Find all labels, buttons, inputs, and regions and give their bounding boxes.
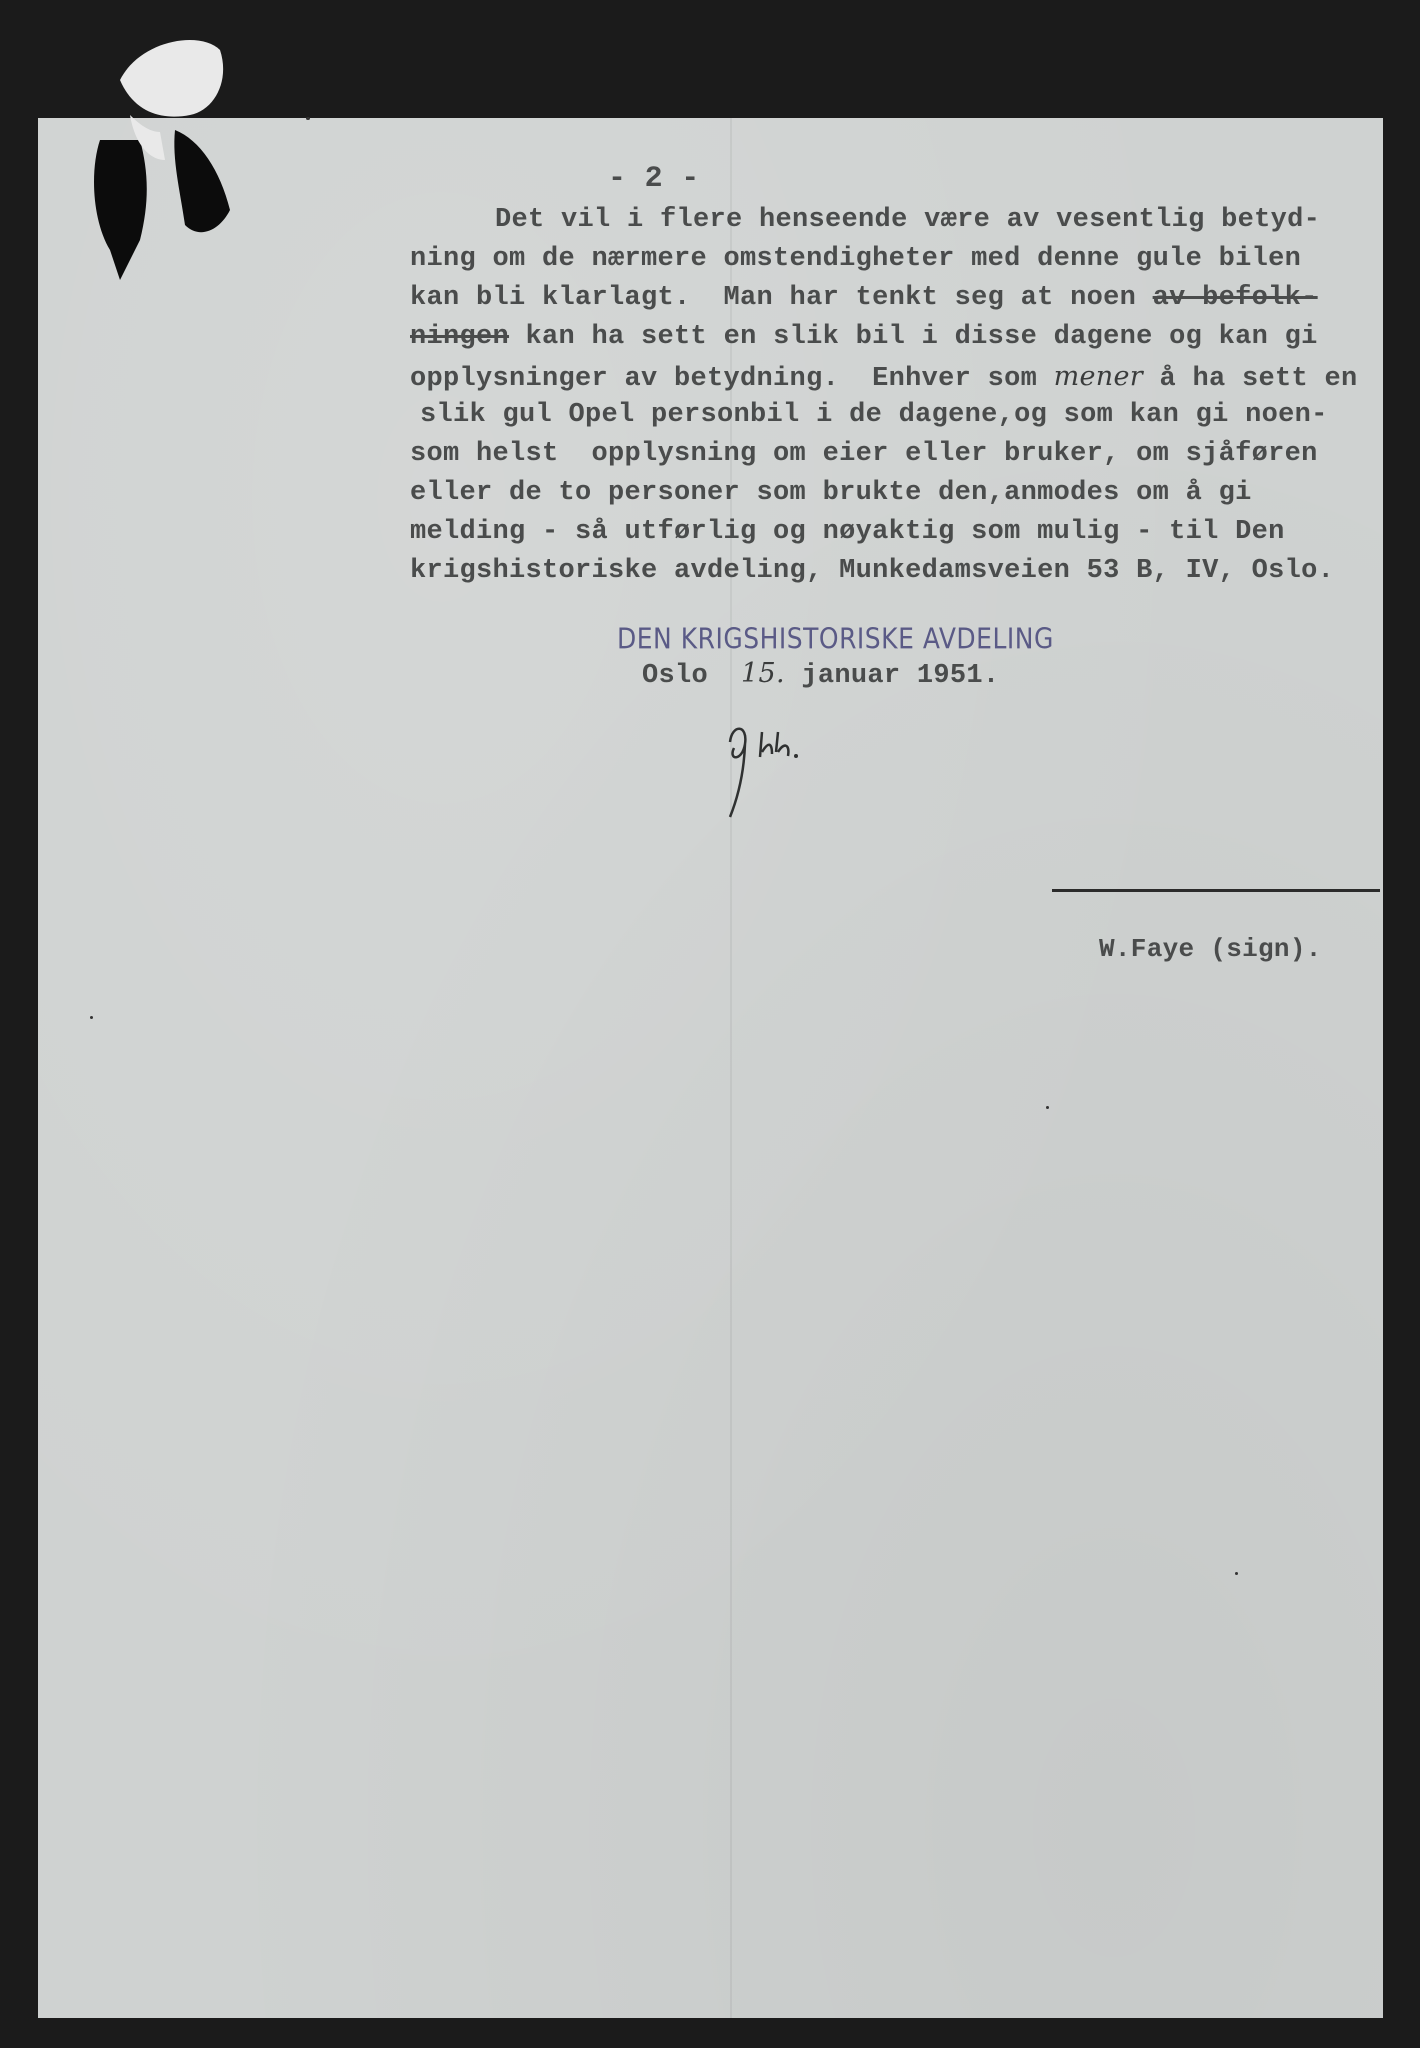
signature-line: [1052, 889, 1380, 892]
date-rest: januar 1951.: [801, 661, 1000, 691]
ink-speck: [1046, 1106, 1049, 1109]
body-line-4: [410, 322, 1318, 352]
date-place: Oslo: [642, 661, 709, 691]
body-line-7: som helst opplysning om eier eller bruker, om sjåføren: [410, 439, 1318, 469]
body-line-2: ning om de nærmere omstendigheter med denne gule bilen: [410, 244, 1302, 274]
body-line-9: melding - så utførlig og nøyaktig som mulig - til Den: [410, 517, 1285, 547]
ink-speck: [90, 1016, 93, 1019]
handwritten-insert: mener: [1053, 361, 1143, 392]
date-day-handwritten: 15.: [741, 658, 785, 689]
struck-text: ningen: [410, 322, 510, 352]
ink-speck: [306, 117, 310, 120]
body-line-1: Det vil i flere henseende være av vesentlig betyd-: [495, 205, 1321, 235]
body-line-5-text: opplysninger av betydning. Enhver som: [410, 364, 1054, 394]
page-number: - 2 -: [608, 162, 700, 196]
struck-text: av befolk-: [1152, 283, 1318, 313]
body-line-5: [410, 361, 1358, 394]
torn-corner-mark: [80, 20, 240, 280]
handwritten-initials: [710, 712, 820, 822]
body-line-3: [410, 283, 1318, 313]
body-line-10: krigshistoriske avdeling, Munkedamsveien 53 B, IV, Oslo.: [410, 556, 1335, 586]
signature-name: W.Faye (sign).: [1099, 934, 1322, 964]
body-line-3-text: kan bli klarlagt. Man har tenkt seg at noen: [410, 283, 1153, 313]
department-stamp: DEN KRIGSHISTORISKE AVDELING: [617, 622, 1054, 656]
body-line-6: slik gul Opel personbil i de dagene,og som kan gi noen-: [420, 400, 1328, 430]
body-line-8: eller de to personer som brukte den,anmodes om å gi: [410, 478, 1252, 508]
date-line: [642, 658, 999, 691]
ink-speck: [1235, 1572, 1238, 1575]
body-line-5-end: å ha sett en: [1142, 364, 1358, 394]
body-line-4-text: kan ha sett en slik bil i disse dagene og kan gi: [509, 322, 1318, 352]
